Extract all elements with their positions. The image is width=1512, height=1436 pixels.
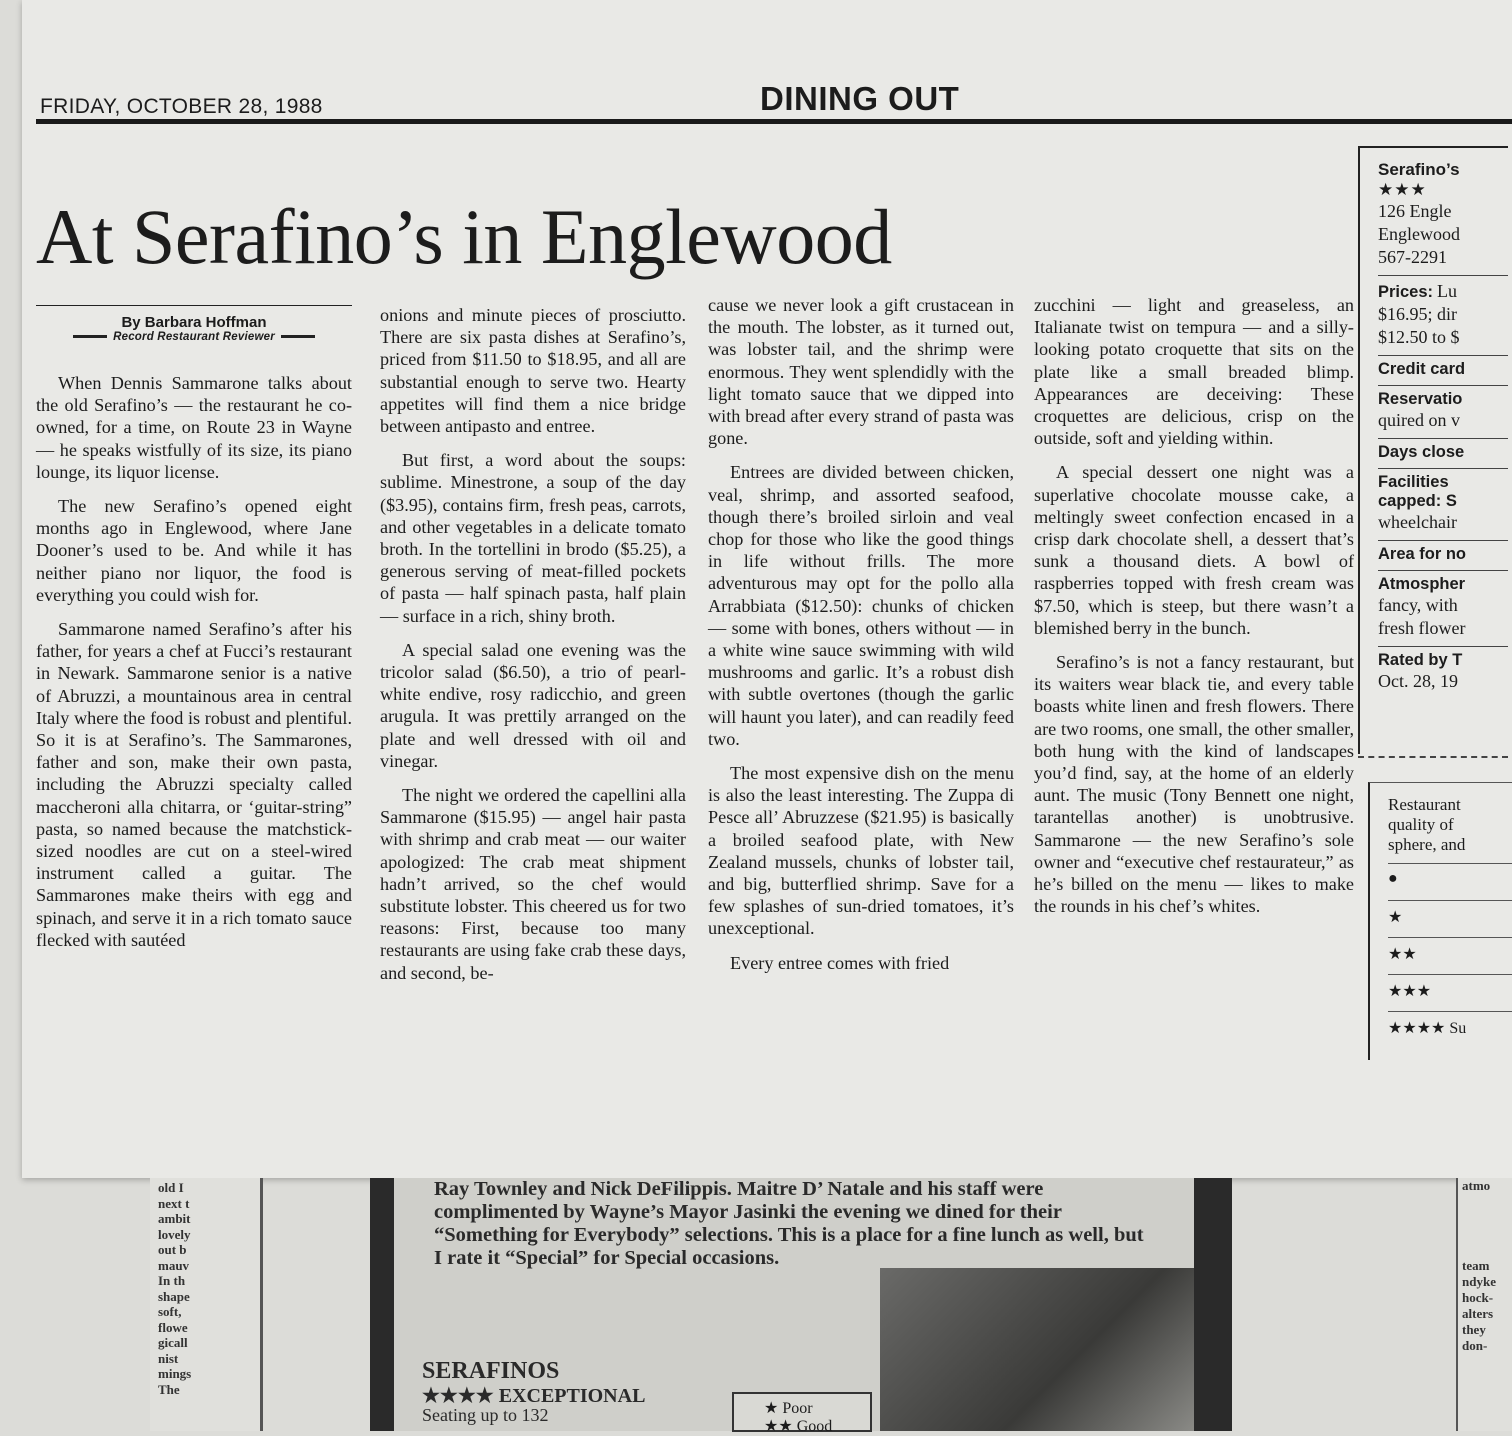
right-clipping-text: atmo team ndyke hock- alters they don- xyxy=(1462,1178,1496,1353)
paragraph: Every entree comes with fried xyxy=(730,952,950,973)
info-box-bottom-rule xyxy=(1358,740,1508,758)
paragraph: Sammarone named Serafino’s after his father, for years a chef at Fucci’s restaurant in Newark. Sammarone senior is a native of Abruzzi, a mountainous area in central Italy where the food is robust and plentiful. So it is at Serafino’s. The Sammarones, father and son, make their own pasta, including the Abruzzi specialty called maccheroni alla chitarra, or ‘guitar-string” pasta, so named because the matchstick-sized noodles are cut on a steel-wired instrument called a guitar. The Sammarones make theirs with egg and spinach, and serve it in a rich tomato sauce flecked with sautéed xyxy=(36,619,352,950)
paragraph: Entrees are divided between chicken, veal, shrimp, and assorted seafood, though there’s broiled sirloin and veal chop for those who like the good things in life without frills. The more adventurous may opt for the pollo alla Arrabbiata ($12.50): chunks of chicken — some with bones, others without — in a white wine sauce swimming with wild mushrooms and garlic. It’s a robust dish with subtle overtones (though the garlic will haunt you later), and can readily feed two. xyxy=(708,462,1014,749)
info-atmosphere-line: fancy, with xyxy=(1378,595,1458,615)
ratings-key-row: ★★★★ Su xyxy=(1388,1011,1512,1040)
info-prices-line: $16.95; dir xyxy=(1378,304,1457,324)
paragraph: When Dennis Sammarone talks about the old Serafino’s — the restaurant he co-owned, for a time, on Route 23 in Wayne — he speaks wistfully of its size, its piano lounge, its liquor license. xyxy=(36,373,352,482)
info-facilities xyxy=(1378,468,1508,534)
header-rule xyxy=(36,119,1512,124)
paragraph: A special dessert one night was a superlative chocolate mousse cake, a meltingly sweet confection encased in a crisp dark chocolate shell, a dessert that’s sunk a thousand diets. A bowl of raspberries topped with fresh cream was $7.50, which is steep, but there wasn’t a blemished berry in the bunch. xyxy=(1034,462,1354,638)
info-star-rating: ★★★ xyxy=(1378,180,1427,199)
info-facilities-line: wheelchair xyxy=(1378,512,1457,532)
lower-clipping-text: Ray Townley and Nick DeFilippis. Maitre D’ Natale and his staff were complimented by Wayne’s Mayor Jasinki the evening we dined for their “Something for Everybody” selections. This is a place for a fine lunch as well, but I rate it “Special” for Special occasions. xyxy=(434,1178,1144,1269)
legend-line: ★★ Good xyxy=(764,1418,833,1435)
info-prices xyxy=(1378,275,1508,349)
ratings-key-row: ★★★ xyxy=(1388,974,1512,1003)
ratings-key-line: sphere, and xyxy=(1388,835,1466,854)
paragraph: The new Serafino’s opened eight months ago in Englewood, where Jane Dooner’s used to be. And while it has neither piano nor liquor, the food is everything you could wish for. xyxy=(36,496,352,605)
info-atmosphere-line: fresh flower xyxy=(1378,618,1466,638)
ratings-key-row: ★★ xyxy=(1388,937,1512,966)
paragraph: onions and minute pieces of prosciutto. There are six pasta dishes at Serafino’s, priced from $11.50 to $18.95, and all are substantial enough to serve two. Hearty appetites will find them a nice bridge between antipasto and entree. xyxy=(380,305,686,437)
info-rated-label: Rated by T xyxy=(1378,651,1463,669)
header-date: FRIDAY, OCTOBER 28, 1988 xyxy=(40,95,323,118)
byline xyxy=(36,305,352,343)
info-prices-line: $12.50 to $ xyxy=(1378,327,1460,347)
legend-line: ★ Poor xyxy=(764,1400,813,1417)
info-days-closed: Days close xyxy=(1378,438,1508,462)
ratings-key-row: ● xyxy=(1388,863,1512,892)
paragraph: The night we ordered the capellini alla Sammarone ($15.95) — angel hair pasta with shrimp and crab meat — our waiter apologized: The crab meat shipment hadn’t arrived, so the chef would substitute lobster. This cheered us for two reasons: First, because too many restaurants are using fake crab these days, and second, be- xyxy=(380,785,686,983)
byline-role: Record Restaurant Reviewer xyxy=(36,331,352,343)
info-restaurant-name: Serafino’s xyxy=(1378,160,1460,179)
ratings-key-box xyxy=(1368,782,1512,1060)
paragraph: Serafino’s is not a fancy restaurant, but its waiters wear black tie, and every table boasts white linen and fresh flowers. There are two rooms, one small, the other smaller, both hung with the kind of landscapes you’d find, say, at the home of an elderly aunt. The music (Tony Bennett one night, tarantellas another) is unobtrusive. Sammarone — the new Serafino’s sole owner and “executive chef restaurateur,” as he’s billed on the menu — likes to make the rounds in his chef’s whites. xyxy=(1034,652,1354,917)
ratings-key-line: quality of xyxy=(1388,815,1454,834)
article-column-2 xyxy=(380,304,686,984)
lower-clipping-seating: Seating up to 132 xyxy=(422,1405,549,1425)
info-prices-value: Lu xyxy=(1437,281,1458,301)
info-rated-date: Oct. 28, 19 xyxy=(1378,671,1458,691)
paragraph: A special salad one evening was the tricolor salad ($6.50), a trio of pearl-white endive, rosy radicchio, and green arugula. It was prettily arranged on the plate and well dressed with oil and vinegar. xyxy=(380,639,686,771)
info-prices-label: Prices: xyxy=(1378,283,1434,301)
info-credit-cards: Credit card xyxy=(1378,355,1508,379)
right-background-clipping xyxy=(1456,1178,1512,1431)
lower-clipping-rating: ★★★★ EXCEPTIONAL xyxy=(422,1385,646,1407)
article-column-3 xyxy=(708,294,1014,974)
left-background-clipping xyxy=(150,1178,263,1431)
lower-clipping-photo xyxy=(880,1268,1194,1431)
info-reservations xyxy=(1378,385,1508,432)
info-reservations-label: Reservatio xyxy=(1378,390,1463,408)
info-city: Englewood xyxy=(1378,224,1460,244)
info-atmosphere-label: Atmospher xyxy=(1378,575,1466,593)
lower-clipping-title: SERAFINOS xyxy=(422,1358,560,1384)
lower-clipping-panel xyxy=(394,1178,1194,1435)
byline-author: By Barbara Hoffman xyxy=(121,314,267,331)
info-reservations-line: quired on v xyxy=(1378,410,1460,430)
newspaper-clipping xyxy=(22,0,1512,1178)
ratings-key-line: Restaurant xyxy=(1388,795,1461,814)
info-facilities-label: Facilities xyxy=(1378,473,1449,491)
paragraph: The most expensive dish on the menu is also the least interesting. The Zuppa di Pesce all’ Abruzzese ($21.95) is basically a broiled seafood plate, with New Zealand mussels, chunks of lobster tail, and big, butterflied shrimp. Save for a few splashes of sun-dried tomatoes, it’s unexceptional. xyxy=(708,763,1014,939)
info-rated xyxy=(1378,646,1508,693)
article-headline: At Serafino’s in Englewood xyxy=(36,193,892,280)
lower-background-clipping xyxy=(370,1178,1232,1435)
restaurant-info-box xyxy=(1358,146,1508,754)
lower-clipping-legend xyxy=(732,1392,872,1435)
info-area: Area for no xyxy=(1378,540,1508,564)
article-column-4 xyxy=(1034,294,1354,917)
section-title: DINING OUT xyxy=(760,80,960,117)
info-address: 126 Engle xyxy=(1378,201,1452,221)
info-phone: 567-2291 xyxy=(1378,247,1447,267)
info-atmosphere xyxy=(1378,570,1508,640)
paragraph: But first, a word about the soups: sublime. Minestrone, a soup of the day ($3.95), contains firm, fresh peas, carrots, and other vegetables in a delicate tomato broth. In the tortellini in brodo ($5.25), a generous serving of meat-filled pockets of pasta — half spinach pasta, half plain — surface in a rich, shiny broth. xyxy=(380,450,686,626)
info-facilities-line: capped: S xyxy=(1378,492,1457,510)
paragraph: cause we never look a gift crustacean in the mouth. The lobster, as it turned out, was lobster tail, and the shrimp were enormous. They went splendidly with the light tomato sauce that we dipped into with bread after every strand of pasta was gone. xyxy=(708,295,1014,449)
article-column-1 xyxy=(36,372,352,951)
left-clipping-text: old I next t ambit lovely out b mauv In th shape soft, flowe gicall nist mings The xyxy=(158,1180,192,1397)
paragraph: zucchini — light and greaseless, an Italianate twist on tempura — and a silly-looking potato croquette that sits on the plate like a small breaded blimp. Appearances are deceiving: These croquettes are delicious, crisp on the outside, soft and yielding within. xyxy=(1034,295,1354,449)
ratings-key-row: ★ xyxy=(1388,900,1512,929)
